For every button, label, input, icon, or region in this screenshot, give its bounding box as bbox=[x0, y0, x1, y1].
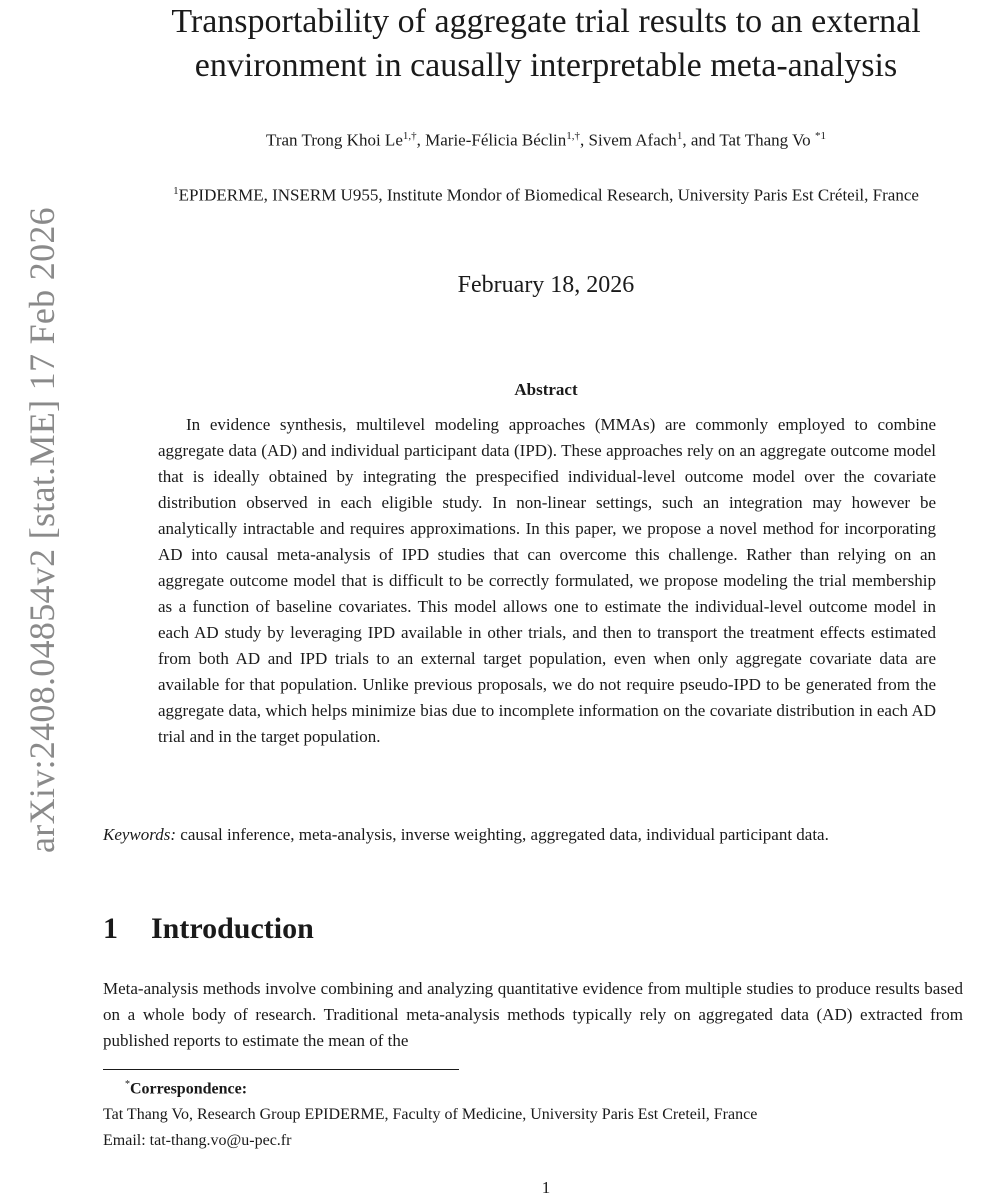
arxiv-identifier-stamp: arXiv:2408.04854v2 [stat.ME] 17 Feb 2026 bbox=[22, 207, 62, 853]
footnote bbox=[103, 1072, 973, 1154]
author-separator: , bbox=[416, 130, 426, 150]
page-number: 1 bbox=[541, 1178, 551, 1197]
section-heading bbox=[103, 912, 314, 946]
footnote-heading-text: Correspondence: bbox=[130, 1080, 248, 1098]
footnote-marker: * bbox=[125, 1079, 130, 1090]
author-affiliation-mark: 1,† bbox=[566, 130, 581, 142]
section-title: Introduction bbox=[151, 912, 314, 945]
footnote-divider bbox=[103, 1069, 459, 1070]
publication-date: February 18, 2026 bbox=[457, 272, 635, 298]
author-affiliation-mark: 1,† bbox=[402, 130, 417, 142]
introduction-paragraph: Meta-analysis methods involve combining and analyzing quantitative evidence from multiple studies to produce results based on a whole body of research. Traditional meta-analysis methods typically rely on aggregated data (AD) extracted from published reports to estimate the mean of the bbox=[103, 979, 963, 1050]
author-name: Tat Thang Vo bbox=[719, 130, 811, 150]
author-affiliation-mark: 1 bbox=[676, 130, 683, 142]
author-list bbox=[100, 130, 992, 151]
keywords-text: causal inference, meta-analysis, inverse weighting, aggregated data, individual participant data. bbox=[180, 825, 829, 844]
author-affiliation-mark: *1 bbox=[814, 130, 826, 142]
affiliation-mark: 1 bbox=[173, 185, 179, 197]
footnote-address: Tat Thang Vo, Research Group EPIDERME, Faculty of Medicine, University Paris Est Creteil, France bbox=[103, 1106, 758, 1124]
affiliation bbox=[115, 178, 977, 209]
author-name: Marie-Félicia Béclin bbox=[425, 130, 567, 150]
keywords bbox=[103, 822, 963, 848]
footnote-email: Email: tat-thang.vo@u-pec.fr bbox=[103, 1132, 292, 1150]
abstract-body: In evidence synthesis, multilevel modeling approaches (MMAs) are commonly employed to combine aggregate data (AD) and individual participant data (IPD). These approaches rely on an aggregate outcome model that is ideally obtained by integrating the prespecified individual-level outcome model over the covariate distribution observed in each eligible study. In non-linear settings, such an integration may however be analytically intractable and requires approximations. In this paper, we propose a novel method for incorporating AD into causal meta-analysis of IPD studies that can overcome this challenge. Rather than relying on an aggregate outcome model that is difficult to be correctly formulated, we propose modeling the trial membership as a function of baseline covariates. This model allows one to estimate the individual-level outcome model in each AD study by leveraging IPD available in other trials, and then to transport the treatment effects estimated from both AD and IPD trials to an external target population, even when only aggregate covariate data are available for that population. Unlike previous proposals, we do not require pseudo-IPD to be generated from the aggregate data, which helps minimize bias due to incomplete information on the covariate distribution in each AD trial and in the target population. bbox=[158, 415, 936, 746]
footnote-heading bbox=[103, 1072, 973, 1102]
abstract-heading: Abstract bbox=[514, 380, 578, 399]
paper-title: Transportability of aggregate trial results to an external environment in causally interpretable meta-analysis bbox=[171, 3, 921, 84]
author-name: Tran Trong Khoi Le bbox=[266, 130, 403, 150]
affiliation-text: EPIDERME, INSERM U955, Institute Mondor of Biomedical Research, University Paris Est Créteil, France bbox=[178, 185, 919, 205]
author-separator: , bbox=[580, 130, 589, 150]
section-number: 1 bbox=[103, 912, 118, 945]
author-name: Sivem Afach bbox=[588, 130, 677, 150]
author-separator: , and bbox=[682, 130, 720, 150]
keywords-label: Keywords: bbox=[103, 825, 177, 844]
